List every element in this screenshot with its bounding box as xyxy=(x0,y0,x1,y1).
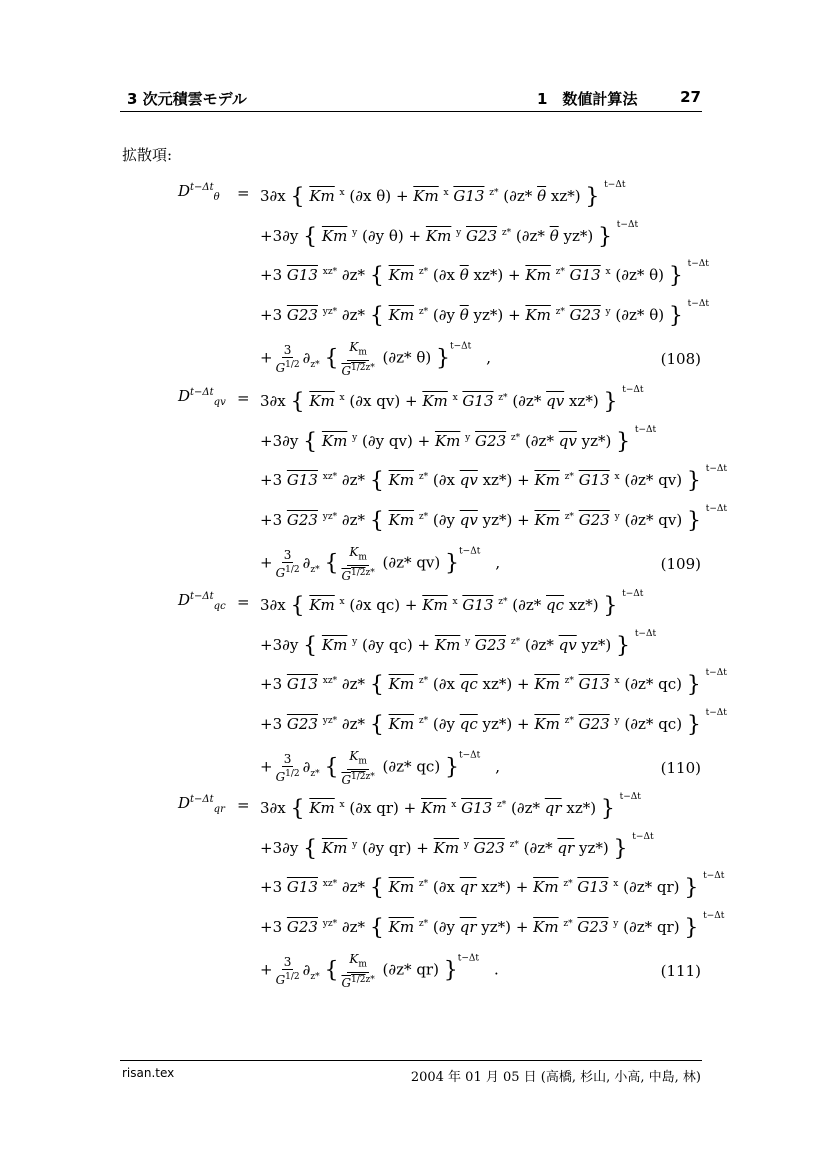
equation-term: +3∂y { $\overline{Km}$ $^y$ (∂y $qr) + \overline{Km}$ $^y$ G23 $^{z*}$ (∂z* $\overline{qr}$ yz*) } $^{t-\Delta t}$ xyxy=(260,831,654,862)
equation-term: + $\frac{3}{G^{1/2}}$ $\partial_{z*}$ { $\frac{K_m}{G^{1/2z*}}$ (∂z* qv) }$^{t-\Delta t}$ , xyxy=(260,545,501,583)
equation-term: 3∂x { $\overline{Km}$ $^x$ (∂x $\theta) + \overline{Km}$ $^x$ G13 $^{z*}$ (∂z* $\overline{\theta}$ xz*) } $^{t-\Delta t}$ xyxy=(260,180,626,210)
footer-filename: risan.tex xyxy=(122,1066,175,1080)
header-section: 1 数値計算法 xyxy=(537,90,638,108)
header-page-number: 27 xyxy=(680,88,701,106)
lhs-superscript: t−Δt xyxy=(190,182,214,193)
equation-term: +3 G23 $^{yz*}$ ∂z* { $\overline{Km}$ $^{z*}$ (∂y $\overline{qv}$ $yz*) + \overline{Km}$ $^{z*}$ G23 $^y$ (∂z* qv) } $^{t-\Delta t}$ xyxy=(260,503,728,534)
equation-number: (108) xyxy=(660,350,701,368)
equation-number: (109) xyxy=(660,555,701,573)
lhs-subscript: qr xyxy=(213,804,225,815)
lhs-subscript: qc xyxy=(213,601,226,612)
equation-term: +3 G13 $^{xz*}$ ∂z* { $\overline{Km}$ $^{z*}$ (∂x $\overline{qc}$ $xz*) + \overline{Km}$ $^{z*}$ G13 $^x$ (∂z* qc) } $^{t-\Delta t}$ xyxy=(260,668,727,698)
equation-term: +3 G23 $^{yz*}$ ∂z* { $\overline{Km}$ $^{z*}$ (∂y $\overline{\theta}$ $yz*) + \overline{Km}$ $^{z*}$ G23 $^y$ (∂z* θ) } $^{t-\Delta t}$ xyxy=(260,298,709,329)
equation-term: +3 G13 $^{xz*}$ ∂z* { $\overline{Km}$ $^{z*}$ (∂x $\overline{qv}$ $xz*) + \overline{Km}$ $^{z*}$ G13 $^x$ (∂z* qv) } $^{t-\Delta t}$ xyxy=(260,464,727,494)
equation-term: +3 G13 $^{xz*}$ ∂z* { $\overline{Km}$ $^{z*}$ (∂x $\overline{\theta}$ $xz*) + \overline{Km}$ $^{z*}$ G13 $^x$ (∂z* θ) } $^{t-\Delta t}$ xyxy=(260,259,709,289)
equation-term: +3∂y { $\overline{Km}$ $^y$ (∂y $qv) + \overline{Km}$ $^y$ G23 $^{z*}$ (∂z* $\overline{qv}$ yz*) } $^{t-\Delta t}$ xyxy=(260,424,657,455)
lhs-subscript: θ xyxy=(213,192,220,203)
equals-sign: = xyxy=(237,184,250,202)
equation-lhs xyxy=(178,182,220,203)
equation-term: +3 G13 $^{xz*}$ ∂z* { $\overline{Km}$ $^{z*}$ (∂x $\overline{qr}$ $xz*) + \overline{Km}$ $^{z*}$ G13 $^x$ (∂z* qr) } $^{t-\Delta t}$ xyxy=(260,871,725,901)
header-chapter: 3 次元積雲モデル xyxy=(127,90,247,108)
equation-term: 3∂x { $\overline{Km}$ $^x$ (∂x $qr) + \overline{Km}$ $^x$ G13 $^{z*}$ (∂z* $\overline{qr}$ xz*) } $^{t-\Delta t}$ xyxy=(260,792,641,822)
lhs-superscript: t−Δt xyxy=(190,387,214,398)
equation-term: +3 G23 $^{yz*}$ ∂z* { $\overline{Km}$ $^{z*}$ (∂y $\overline{qc}$ $yz*) + \overline{Km}$ $^{z*}$ G23 $^y$ (∂z* qc) } $^{t-\Delta t}$ xyxy=(260,707,727,738)
equation-number: (110) xyxy=(660,759,701,777)
equation-term: + $\frac{3}{G^{1/2}}$ $\partial_{z*}$ { $\frac{K_m}{G^{1/2z*}}$ (∂z* qc) }$^{t-\Delta t}$ , xyxy=(260,749,501,787)
header-rule xyxy=(120,111,702,112)
equals-sign: = xyxy=(237,796,250,814)
lhs-superscript: t−Δt xyxy=(190,591,214,602)
lhs-symbol: D xyxy=(178,387,191,405)
equation-lhs xyxy=(178,387,226,408)
footer-date-authors: 2004 年 01 月 05 日 (高橋, 杉山, 小高, 中島, 林) xyxy=(410,1070,701,1085)
lhs-subscript: qv xyxy=(213,397,226,408)
lhs-symbol: D xyxy=(178,794,191,812)
equation-term: + $\frac{3}{G^{1/2}}$ $\partial_{z*}$ { $\frac{K_m}{G^{1/2z*}}$ (∂z* θ) }$^{t-\Delta t}$ , xyxy=(260,340,492,378)
equals-sign: = xyxy=(237,389,250,407)
lhs-superscript: t−Δt xyxy=(190,794,214,805)
equation-term: 3∂x { $\overline{Km}$ $^x$ (∂x $qc) + \overline{Km}$ $^x$ G13 $^{z*}$ (∂z* $\overline{qc}$ xz*) } $^{t-\Delta t}$ xyxy=(260,589,644,619)
equation-term: + $\frac{3}{G^{1/2}}$ $\partial_{z*}$ { $\frac{K_m}{G^{1/2z*}}$ (∂z* qr) }$^{t-\Delta t}$ . xyxy=(260,952,499,990)
section-label: 拡散項: xyxy=(122,146,173,164)
equation-number: (111) xyxy=(660,962,701,980)
lhs-symbol: D xyxy=(178,182,191,200)
equation-lhs xyxy=(178,794,225,815)
equation-term: +3∂y { $\overline{Km}$ $^y$ (∂y $qc) + \overline{Km}$ $^y$ G23 $^{z*}$ (∂z* $\overline{qv}$ yz*) } $^{t-\Delta t}$ xyxy=(260,628,657,659)
equation-term: +3 G23 $^{yz*}$ ∂z* { $\overline{Km}$ $^{z*}$ (∂y $\overline{qr}$ $yz*) + \overline{Km}$ $^{z*}$ G23 $^y$ (∂z* qr) } $^{t-\Delta t}$ xyxy=(260,910,725,941)
equation-lhs xyxy=(178,591,226,612)
lhs-symbol: D xyxy=(178,591,191,609)
equation-term: +3∂y { $\overline{Km}$ $^y$ (∂y $\theta) + \overline{Km}$ $^y$ G23 $^{z*}$ (∂z* $\overline{\theta}$ yz*) } $^{t-\Delta t}$ xyxy=(260,219,639,250)
equals-sign: = xyxy=(237,593,250,611)
equation-term: 3∂x { $\overline{Km}$ $^x$ (∂x $qv) + \overline{Km}$ $^x$ G13 $^{z*}$ (∂z* $\overline{qv}$ xz*) } $^{t-\Delta t}$ xyxy=(260,385,644,415)
footer-rule xyxy=(120,1060,702,1061)
